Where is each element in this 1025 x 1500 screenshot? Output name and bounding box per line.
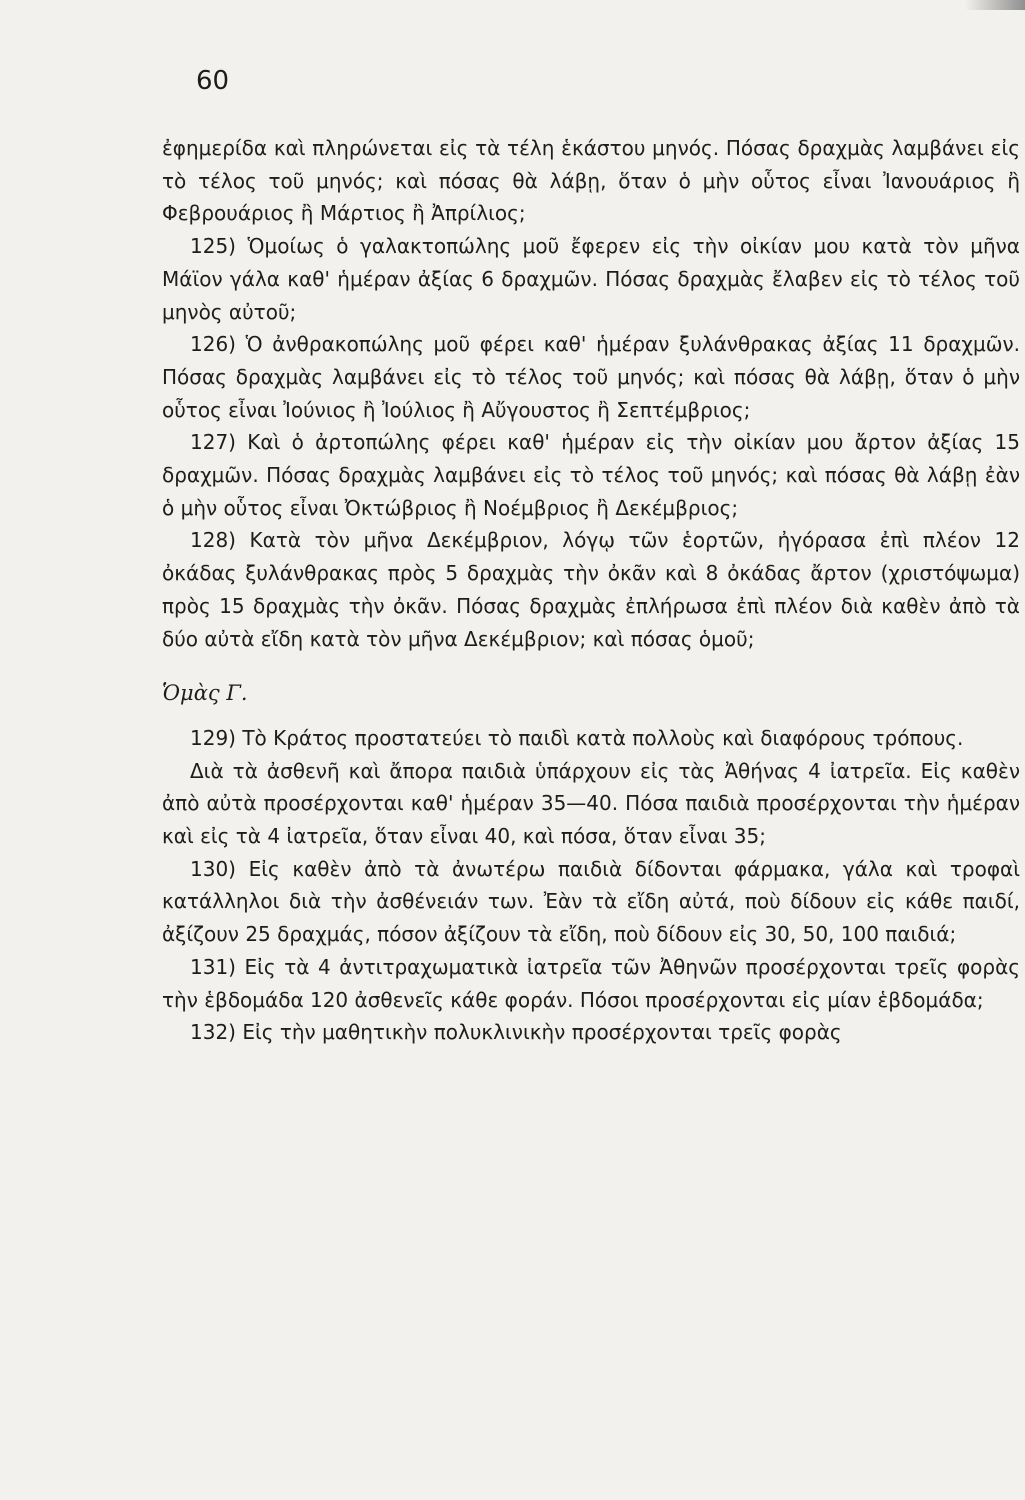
- problem-127: 127) Καὶ ὁ ἀρτοπώλης φέρει καθ' ἡμέραν εἰς τὴν οἰκίαν μου ἄρτον ἀξίας 15 δραχμῶν. Πόσας δραχμὰς λαμβάνει εἰς τὸ τέλος τοῦ μηνός; καὶ πόσας θὰ λάβῃ ἐὰν ὁ μὴν οὗτος εἶναι Ὀκτώβριος ἢ Νοέμβριος ἢ Δεκέμβριος;: [162, 430, 1020, 520]
- page-number: 60: [196, 66, 230, 96]
- problem-125: 125) Ὁμοίως ὁ γαλακτοπώλης μοῦ ἔφερεν εἰς τὴν οἰκίαν μου κατὰ τὸν μῆνα Μάϊον γάλα καθ' ἡμέραν ἀξίας 6 δραχμῶν. Πόσας δραχμὰς ἔλαβεν εἰς τὸ τέλος τοῦ μηνὸς αὐτοῦ;: [162, 234, 1020, 324]
- problem-129: 129) Τὸ Κράτος προστατεύει τὸ παιδὶ κατὰ πολλοὺς καὶ διαφόρους τρόπους.: [190, 725, 964, 750]
- problem-131: 131) Εἰς τὰ 4 ἀντιτραχωματικὰ ἰατρεῖα τῶν Ἀθηνῶν προσέρχονται τρεῖς φορὰς τὴν ἑβδομάδα 120 ἀσθενεῖς κάθε φοράν. Πόσοι προσέρχονται εἰς μίαν ἑβδομάδα;: [162, 954, 1020, 1012]
- scan-edge-shadow: [965, 0, 1025, 10]
- problem-126: 126) Ὁ ἀνθρακοπώλης μοῦ φέρει καθ' ἡμέραν ξυλάνθρακας ἀξίας 11 δραχμῶν. Πόσας δραχμὰς λαμβάνει εἰς τὸ τέλος τοῦ μηνός; καὶ πόσας θὰ λάβῃ, ὅταν ὁ μὴν οὗτος εἶναι Ἰούνιος ἢ Ἰούλιος ἢ Αὔγουστος ἢ Σεπτέμβριος;: [162, 332, 1020, 422]
- group-heading: Ὁμὰς Γ.: [162, 681, 248, 706]
- problem-128: 128) Κατὰ τὸν μῆνα Δεκέμβριον, λόγῳ τῶν ἑορτῶν, ἠγόρασα ἐπὶ πλέον 12 ὀκάδας ξυλάνθρακας πρὸς 5 δραχμὰς τὴν ὀκᾶν καὶ 8 ὀκάδας ἄρτον (χριστόψωμα) πρὸς 15 δραχμὰς τὴν ὀκᾶν. Πόσας δραχμὰς ἐπλήρωσα ἐπὶ πλέον διὰ καθὲν ἀπὸ τὰ δύο αὐτὰ εἴδη κατὰ τὸν μῆνα Δεκέμβριον; καὶ πόσας ὁμοῦ;: [162, 528, 1020, 651]
- problem-129-detail: Διὰ τὰ ἀσθενῆ καὶ ἄπορα παιδιὰ ὑπάρχουν εἰς τὰς Ἀθήνας 4 ἰατρεῖα. Εἰς καθὲν ἀπὸ αὐτὰ προσέρχονται καθ' ἡμέραν 35—40. Πόσα παιδιὰ προσέρχονται τὴν ἡμέραν καὶ εἰς τὰ 4 ἰατρεῖα, ὅταν εἶναι 40, καὶ πόσα, ὅταν εἶναι 35;: [162, 758, 1020, 849]
- problem-130: 130) Εἰς καθὲν ἀπὸ τὰ ἀνωτέρω παιδιὰ δίδονται φάρμακα, γάλα καὶ τροφαὶ κατάλληλοι διὰ τὴν ἀσθένειάν των. Ἐὰν τὰ εἴδη αὐτά, ποὺ δίδουν εἰς κάθε παιδί, ἀξίζουν 25 δραχμάς, πόσον ἀξίζουν τὰ εἴδη, ποὺ δίδουν εἰς 30, 50, 100 παιδιά;: [162, 856, 1020, 947]
- paragraph-continuation: ἐφημερίδα καὶ πληρώνεται εἰς τὰ τέλη ἑκάστου μηνός. Πόσας δραχμὰς λαμβάνει εἰς τὸ τέλος τοῦ μηνός; καὶ πόσας θὰ λάβῃ, ὅταν ὁ μὴν οὗτος εἶναι Ἰανουάριος ἢ Φεβρουάριος ἢ Μάρτιος ἢ Ἀπρίλιος;: [162, 136, 1020, 226]
- body-text: [162, 132, 1020, 1049]
- problem-132: 132) Εἰς τὴν μαθητικὴν πολυκλινικὴν προσέρχονται τρεῖς φορὰς: [190, 1020, 842, 1045]
